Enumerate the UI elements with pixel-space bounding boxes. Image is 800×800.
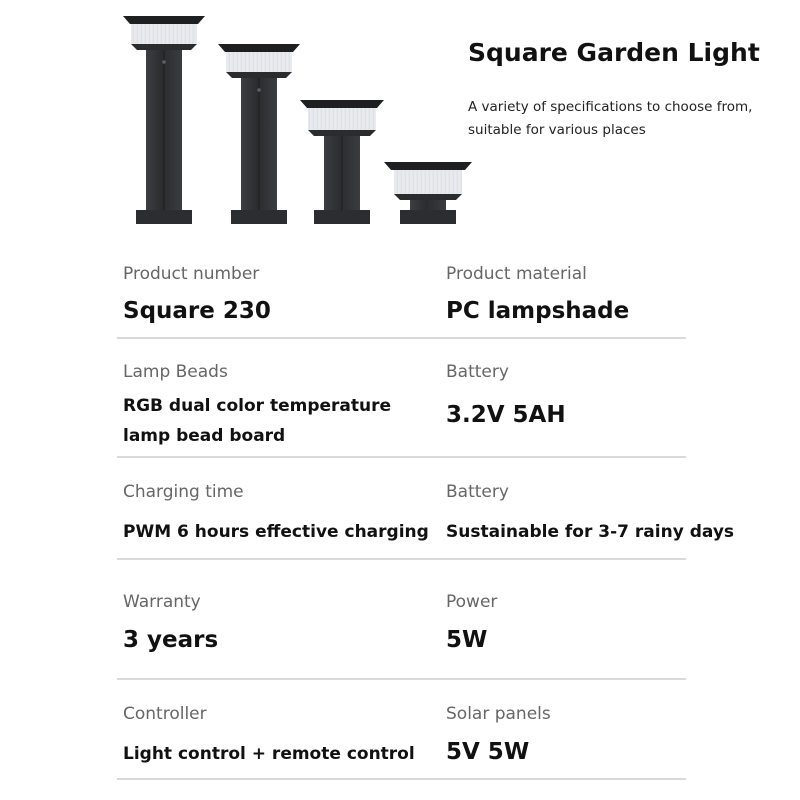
spec-value-lamp-beads: RGB dual color temperature lamp bead board <box>123 396 392 446</box>
spec-value-solar-panels: 5V 5W <box>446 739 530 765</box>
spec-value-charging-time: PWM 6 hours effective charging <box>123 522 429 542</box>
page-subtitle: A variety of specifications to choose from, suitable for various places <box>468 99 753 138</box>
spec-value-product-material: PC lampshade <box>446 298 630 324</box>
spec-label-charging-time: Charging time <box>123 482 244 502</box>
spec-value-battery-endurance: Sustainable for 3-7 rainy days <box>446 522 735 542</box>
spec-value-battery: 3.2V 5AH <box>446 402 566 428</box>
spec-label-battery: Battery <box>446 362 509 382</box>
spec-label-product-number: Product number <box>123 264 260 284</box>
page-title: Square Garden Light <box>468 38 760 67</box>
spec-value-warranty: 3 years <box>123 627 219 653</box>
spec-value-power: 5W <box>446 627 488 653</box>
spec-label-solar-panels: Solar panels <box>446 704 551 724</box>
spec-value-controller: Light control + remote control <box>123 744 415 764</box>
spec-label-battery-endurance: Battery <box>446 482 509 502</box>
row-divider <box>117 337 686 339</box>
row-divider <box>117 456 686 458</box>
spec-label-warranty: Warranty <box>123 592 201 612</box>
spec-value-product-number: Square 230 <box>123 298 271 324</box>
row-divider <box>117 558 686 560</box>
spec-label-power: Power <box>446 592 498 612</box>
spec-label-controller: Controller <box>123 704 207 724</box>
spec-label-product-material: Product material <box>446 264 587 284</box>
row-divider <box>117 778 686 780</box>
spec-label-lamp-beads: Lamp Beads <box>123 362 228 382</box>
row-divider <box>117 678 686 680</box>
